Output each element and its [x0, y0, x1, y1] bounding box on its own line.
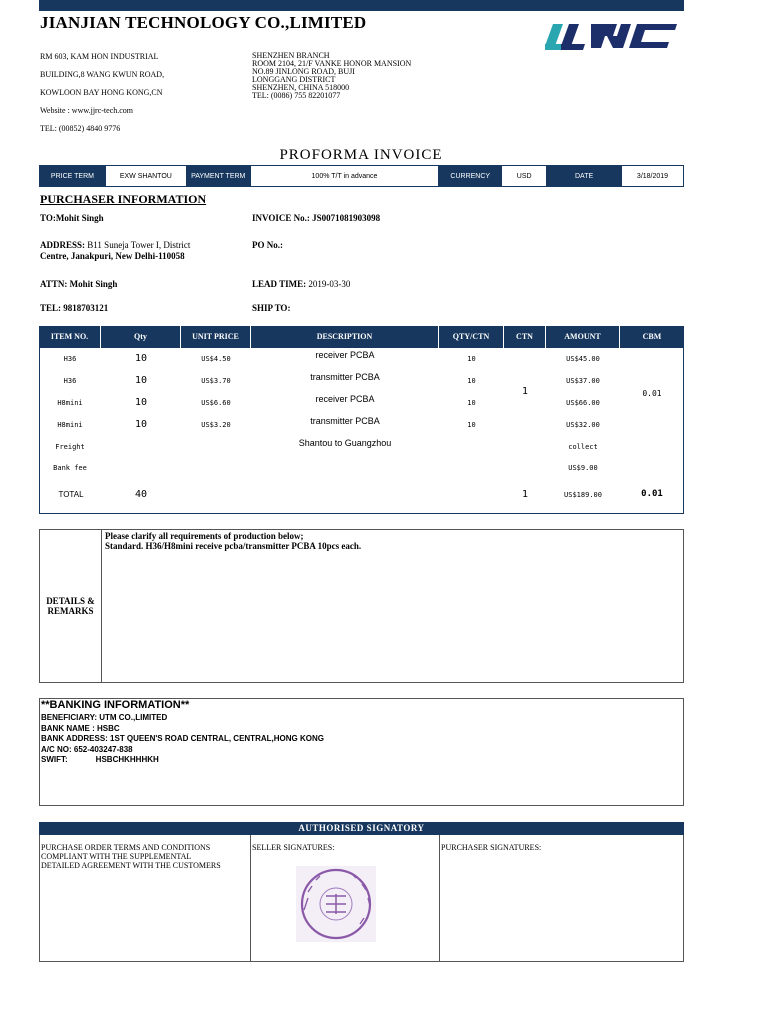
- item-unit-price: US$3.20: [201, 421, 231, 429]
- remarks-label-line: REMARKS: [47, 606, 94, 616]
- swift-code: HSBCHKHHHKH: [95, 755, 159, 764]
- item-no: H8mini: [57, 399, 83, 407]
- item-amount: US$45.00: [566, 355, 600, 363]
- item-description: receiver PCBA: [315, 350, 375, 360]
- bank-name: BANK NAME : HSBC: [41, 723, 120, 733]
- remarks-label: [40, 530, 102, 682]
- address-line2: Centre, Janakpuri, New Delhi-110058: [40, 251, 185, 261]
- item-qty: 10: [134, 375, 148, 386]
- invoice-number: INVOICE No.: JS0071081903098: [252, 213, 381, 223]
- item-no: Bank fee: [53, 464, 87, 472]
- total-label: TOTAL: [58, 490, 84, 499]
- col-amount: AMOUNT: [546, 326, 620, 348]
- purchaser-to: TO:Mohit Singh: [40, 213, 104, 223]
- item-qty-ctn: 10: [467, 421, 476, 429]
- swift-label: SWIFT:: [41, 755, 68, 764]
- banking-title: **BANKING INFORMATION**: [41, 699, 190, 711]
- col-description: DESCRIPTION: [251, 326, 439, 348]
- item-description: Shantou to Guangzhou: [298, 438, 392, 448]
- address-line: LONGGANG DISTRICT: [252, 75, 336, 84]
- website: Website : www.jjrc-tech.com: [40, 106, 134, 115]
- po-number: PO No.:: [252, 240, 283, 250]
- item-qty-ctn: 10: [467, 399, 476, 407]
- remarks-text: [105, 531, 361, 551]
- item-qty-ctn: 10: [467, 377, 476, 385]
- hk-tel: TEL: (00852) 4840 9776: [40, 124, 121, 133]
- banking-details: [41, 713, 324, 766]
- col-qty-ctn: QTY/CTN: [439, 326, 504, 348]
- remarks-line: Please clarify all requirements of production below;: [105, 531, 304, 541]
- col-qty: Qty: [101, 326, 181, 348]
- purchaser-address: [40, 240, 190, 262]
- jjrc-logo: [545, 22, 677, 52]
- item-amount: US$9.00: [568, 464, 598, 472]
- merged-cbm: 0.01: [642, 389, 662, 398]
- total-ctn: 1: [521, 489, 529, 500]
- purchaser-section-title: PURCHASER INFORMATION: [40, 192, 207, 206]
- lead-time: [252, 279, 350, 290]
- address-line: KOWLOON BAY HONG KONG,CN: [40, 88, 163, 97]
- item-amount: collect: [568, 443, 598, 451]
- col-ctn: CTN: [504, 326, 546, 348]
- ship-to: SHIP TO:: [252, 303, 291, 313]
- terms-line: PURCHASE ORDER TERMS AND CONDITIONS: [41, 843, 211, 852]
- item-qty: 10: [134, 353, 148, 364]
- terms-table: [39, 165, 684, 187]
- purchaser-signatures-label: PURCHASER SIGNATURES:: [441, 843, 542, 852]
- account-number: A/C NO: 652-403247-838: [41, 744, 133, 754]
- address-line: NO.89 JINLONG ROAD, BUJI: [252, 67, 355, 76]
- date-value: 3/18/2019: [622, 166, 684, 187]
- remarks-line: Standard. H36/H8mini receive pcba/transmitter PCBA 10pcs each.: [105, 541, 362, 551]
- address-line: BUILDING,8 WANG KWUN ROAD,: [40, 70, 165, 79]
- lead-time-label: LEAD TIME:: [252, 279, 307, 289]
- item-no: Freight: [55, 443, 85, 451]
- invoice-title: PROFORMA INVOICE: [279, 147, 443, 163]
- address-line: RM 603, KAM HON INDUSTRIAL: [40, 52, 159, 61]
- item-unit-price: US$3.70: [201, 377, 231, 385]
- merged-ctn: 1: [521, 386, 529, 397]
- bank-address: BANK ADDRESS: 1ST QUEEN'S ROAD CENTRAL, CENTRAL,HONG KONG: [41, 734, 324, 743]
- lead-time-value: 2019-03-30: [306, 279, 351, 289]
- payment-term-label: PAYMENT TERM: [186, 166, 250, 187]
- item-qty: 10: [134, 419, 148, 430]
- item-unit-price: US$6.60: [201, 399, 231, 407]
- item-qty: 10: [134, 397, 148, 408]
- total-cbm: 0.01: [641, 489, 663, 499]
- price-term-label: PRICE TERM: [40, 166, 106, 187]
- item-amount: US$66.00: [566, 399, 600, 407]
- item-description: transmitter PCBA: [310, 372, 380, 382]
- purchaser-tel: TEL: 9818703121: [40, 303, 109, 313]
- item-qty-ctn: 10: [467, 355, 476, 363]
- total-amount: US$189.00: [564, 491, 602, 499]
- company-stamp: [296, 866, 376, 942]
- address-line: SHENZHEN BRANCH: [252, 51, 330, 60]
- total-qty: 40: [134, 489, 148, 500]
- payment-term-value: 100% T/T in advance: [250, 166, 439, 187]
- col-unit-price: UNIT PRICE: [181, 326, 251, 348]
- seller-signatures-label: SELLER SIGNATURES:: [252, 843, 335, 852]
- divider: [439, 835, 440, 962]
- currency-value: USD: [502, 166, 547, 187]
- branch-tel: TEL: (0086) 755 82201077: [252, 91, 341, 100]
- signatory-header: AUTHORISED SIGNATORY: [39, 822, 684, 835]
- price-term-value: EXW SHANTOU: [105, 166, 186, 187]
- item-no: H36: [63, 377, 77, 385]
- company-name: JIANJIAN TECHNOLOGY CO.,LIMITED: [40, 13, 367, 32]
- remarks-box: [39, 529, 684, 683]
- item-no: H8mini: [57, 421, 83, 429]
- item-description: receiver PCBA: [315, 394, 375, 404]
- terms-line: DETAILED AGREEMENT WITH THE CUSTOMERS: [41, 861, 221, 870]
- item-description: transmitter PCBA: [310, 416, 380, 426]
- purchaser-attn: ATTN: Mohit Singh: [40, 279, 118, 289]
- beneficiary: BENEFICIARY: UTM CO.,LIMITED: [41, 713, 168, 722]
- item-amount: US$37.00: [566, 377, 600, 385]
- header-bar: [39, 0, 684, 11]
- address-line: ROOM 2104, 21/F VANKE HONOR MANSION: [252, 59, 412, 68]
- item-no: H36: [63, 355, 77, 363]
- currency-label: CURRENCY: [439, 166, 502, 187]
- address-label: ADDRESS:: [40, 240, 86, 250]
- col-cbm: CBM: [642, 332, 662, 341]
- item-unit-price: US$4.50: [201, 355, 231, 363]
- col-item-no: ITEM NO.: [39, 326, 101, 348]
- hk-address: [40, 52, 165, 133]
- date-label: DATE: [547, 166, 622, 187]
- remarks-label-line: DETAILS &: [46, 596, 95, 606]
- branch-address: [252, 52, 411, 100]
- item-amount: US$32.00: [566, 421, 600, 429]
- terms-line: COMPLIANT WITH THE SUPPLEMENTAL: [41, 852, 192, 861]
- address-line1: B11 Suneja Tower I, District: [85, 240, 191, 250]
- purchase-order-terms: [41, 843, 221, 870]
- address-line: SHENZHEN, CHINA 518000: [252, 83, 350, 92]
- items-table-header: [39, 326, 684, 348]
- divider: [250, 835, 251, 962]
